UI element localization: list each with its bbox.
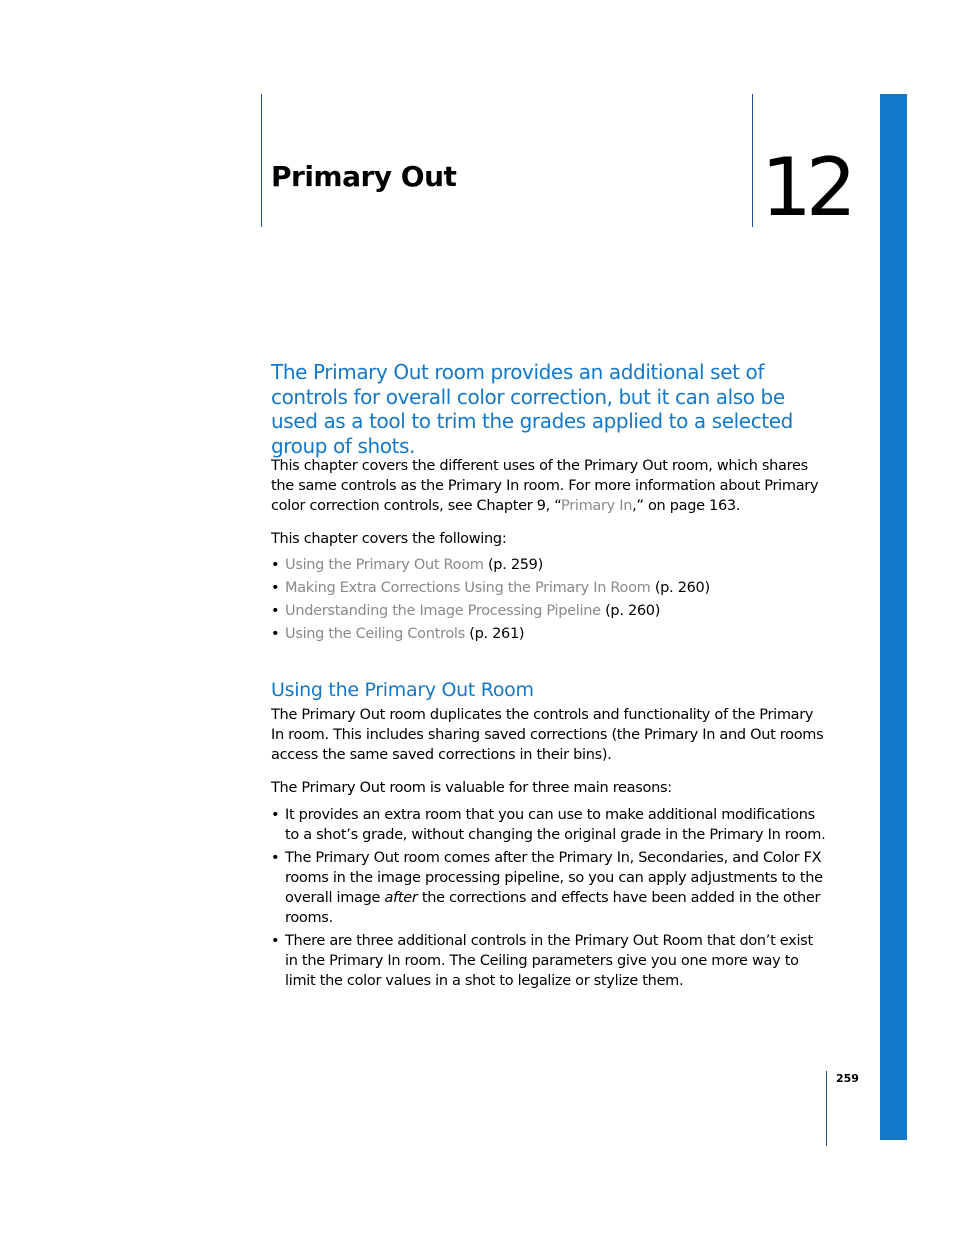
- toc-link-ceiling-controls[interactable]: Using the Ceiling Controls: [285, 626, 465, 642]
- toc-page-ref: (p. 260): [605, 603, 661, 619]
- bullet-icon: •: [271, 807, 280, 823]
- bullet-icon: •: [271, 850, 280, 866]
- primary-in-link[interactable]: Primary In: [561, 498, 633, 514]
- toc-list: [271, 555, 826, 647]
- toc-link-making-extra-corrections[interactable]: Making Extra Corrections Using the Primary In Room: [285, 580, 651, 596]
- page-number-rule: [826, 1071, 827, 1146]
- reason-text: It provides an extra room that you can use to make additional modifications to a shot’s grade, without changing the original grade in the Primary In room.: [285, 807, 826, 843]
- chapter-intro: The Primary Out room provides an additional set of controls for overall color correction, but it can also be used as a tool to trim the grades applied to a selected group of shots.: [271, 360, 793, 458]
- toc-intro: This chapter covers the following:: [271, 531, 507, 547]
- overview-text-before: This chapter covers the different uses of the Primary Out room, which shares the same controls as the Primary In room. For more information about Primary color correction controls, see Chapter 9, “: [271, 458, 819, 514]
- bullet-icon: •: [271, 626, 280, 642]
- reason-emphasis: after: [384, 890, 418, 906]
- reason-text: There are three additional controls in the Primary Out Room that don’t exist in the Primary In room. The Ceiling parameters give you one more way to limit the color values in a shot to legalize or stylize them.: [285, 933, 813, 989]
- reason-item: [271, 848, 826, 928]
- toc-item: [271, 624, 826, 644]
- toc-item: [271, 555, 826, 575]
- section-heading: Using the Primary Out Room: [271, 679, 534, 701]
- section-paragraph-2: The Primary Out room is valuable for three main reasons:: [271, 780, 672, 796]
- overview-paragraph: [271, 456, 826, 516]
- toc-page-ref: (p. 259): [487, 557, 543, 573]
- reason-text-after: the corrections and effects have been added in the other rooms.: [285, 890, 821, 926]
- toc-page-ref: (p. 260): [654, 580, 710, 596]
- page-number: 259: [836, 1072, 859, 1085]
- bullet-icon: •: [271, 557, 280, 573]
- chapter-number: 12: [761, 141, 851, 234]
- reason-item: [271, 805, 826, 845]
- section-paragraph-1: The Primary Out room duplicates the controls and functionality of the Primary In room. This includes sharing saved corrections (the Primary In and Out rooms access the same saved corrections in their bins).: [271, 707, 824, 763]
- number-left-rule: [752, 94, 753, 227]
- chapter-title: Primary Out: [271, 160, 457, 193]
- chapter-tab-bar: [880, 94, 907, 1140]
- bullet-icon: •: [271, 580, 280, 596]
- title-left-rule: [261, 94, 262, 227]
- reasons-list: [271, 805, 826, 994]
- reason-text-before: The Primary Out room comes after the Primary In, Secondaries, and Color FX rooms in the image processing pipeline, so you can apply adjustments to the overall image: [285, 850, 823, 906]
- reason-item: [271, 931, 826, 991]
- overview-text-after: ,” on page 163.: [632, 498, 741, 514]
- toc-page-ref: (p. 261): [469, 626, 525, 642]
- toc-item: [271, 578, 826, 598]
- bullet-icon: •: [271, 603, 280, 619]
- toc-item: [271, 601, 826, 621]
- toc-link-image-processing-pipeline[interactable]: Understanding the Image Processing Pipeline: [285, 603, 601, 619]
- toc-link-using-primary-out-room[interactable]: Using the Primary Out Room: [285, 557, 484, 573]
- bullet-icon: •: [271, 933, 280, 949]
